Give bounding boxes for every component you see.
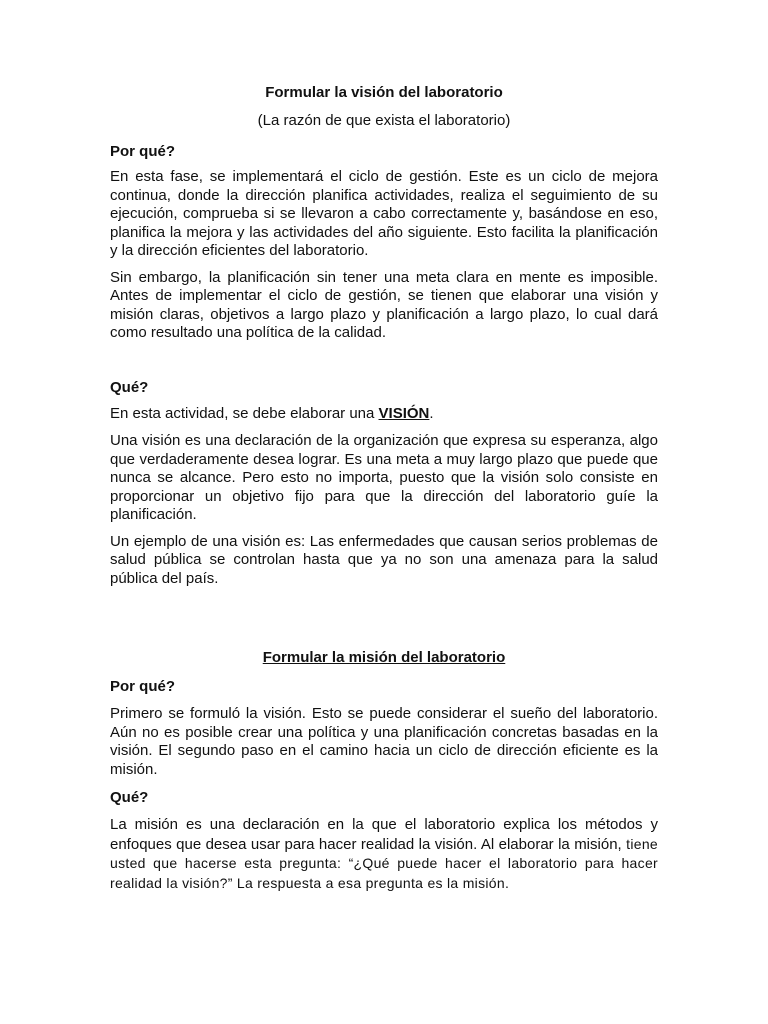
what-paragraph-1-end: . (429, 404, 434, 422)
document-content (110, 83, 658, 893)
section1-why-heading: Por qué? (110, 143, 176, 160)
section1-why-paragraph-1: En esta fase, se implementará el ciclo de gestión. Este es un ciclo de mejora continua, donde la dirección planifica actividades, realiza el seguimiento de su ejecución, comprueba si se llevaron a cabo correctamente y, basándose en eso, planifica la mejora y las actividades del año siguiente. Esto facilita la planificación y la dirección eficientes del laboratorio. (110, 168, 658, 259)
vision-emphasis: VISIÓN (378, 404, 430, 422)
section2-what-paragraph-1 (110, 816, 658, 893)
section1-what-paragraph-2: Una visión es una declaración de la organización que expresa su esperanza, algo que verdaderamente desea lograr. Es una meta a muy largo plazo que puede que nunca se alcance. Pero esto no importa, puesto que la visión solo consiste en proporcionar un objetivo fijo para que la dirección del laboratorio guíe la planificación. (110, 432, 658, 523)
section1-title: Formular la visión del laboratorio (265, 84, 503, 101)
section1-what-heading: Qué? (110, 378, 149, 396)
section2-title: Formular la misión del laboratorio (262, 649, 506, 666)
section1-what-paragraph-3: Un ejemplo de una visión es: Las enfermedades que causan serios problemas de salud pública se controlan hasta que ya no son una amenaza para la salud pública del país. (110, 532, 658, 587)
section2-why-heading: Por qué? (110, 678, 176, 695)
mission-paragraph-main: La misión es una declaración en la que el laboratorio explica los métodos y enfoques que desea usar para hacer realidad la visión. Al elaborar la misión, (110, 816, 658, 853)
section2-why-paragraph-1: Primero se formuló la visión. Esto se puede considerar el sueño del laboratorio. Aún no es posible crear una política y una planificación concretas basadas en la visión. El segundo paso en el camino hacia un ciclo de dirección eficiente es la misión. (110, 705, 658, 778)
what-paragraph-1-lead: En esta actividad, se debe elaborar una (110, 404, 379, 422)
section1-what-paragraph-1 (110, 405, 658, 424)
section1-subtitle: (La razón de que exista el laboratorio) (257, 112, 511, 129)
section2-what-heading: Qué? (110, 789, 149, 806)
mission-paragraph-tail: tiene usted que hacerse esta pregunta: “¿Qué puede hacer el laboratorio para hacer realidad la visión?” La respuesta a esa pregunta es la misión. (110, 835, 658, 891)
section1-why-paragraph-2: Sin embargo, la planificación sin tener una meta clara en mente es imposible. Antes de implementar el ciclo de gestión, se tienen que elaborar una visión y misión claras, objetivos a largo plazo y planificación a largo plazo, lo cual dará como resultado una política de la calidad. (110, 268, 658, 341)
